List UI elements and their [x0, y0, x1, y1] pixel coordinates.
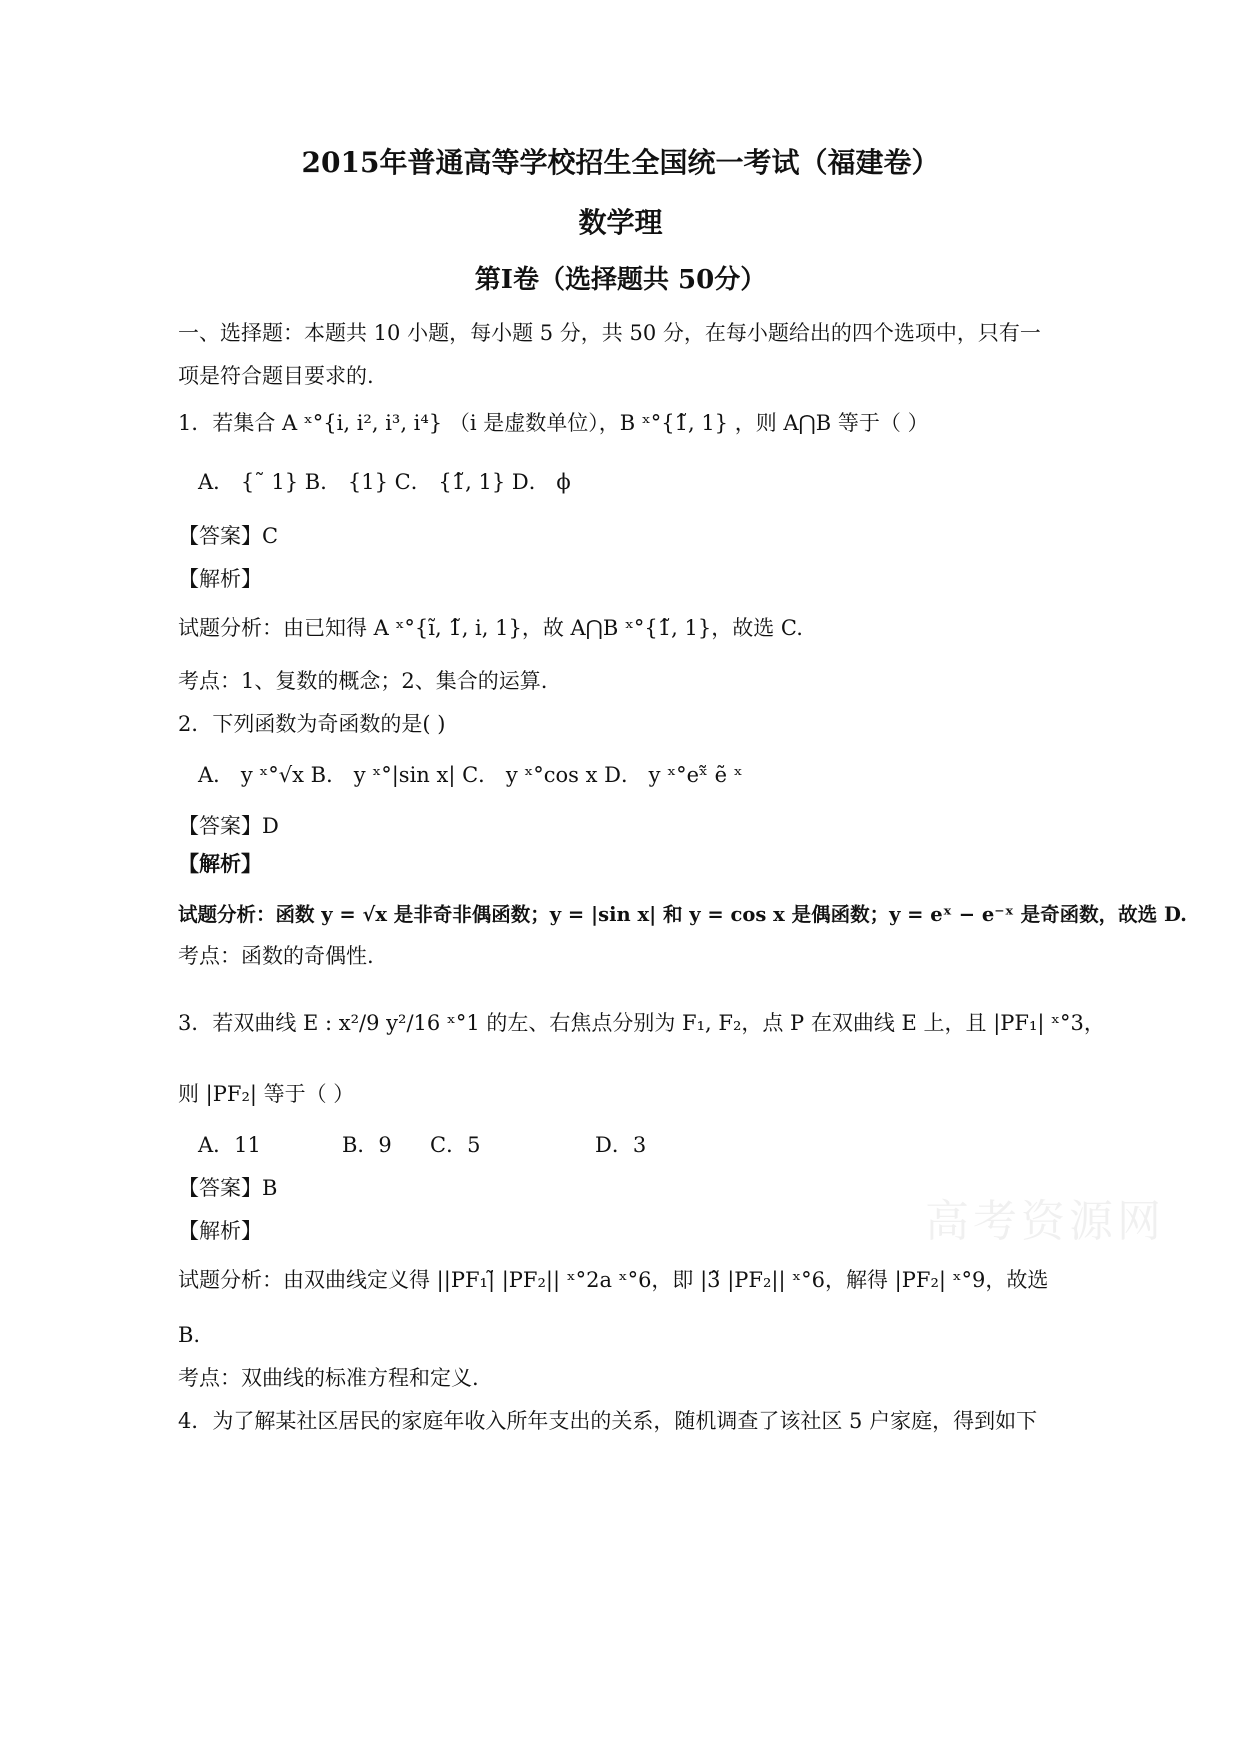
question-1-answer: 【答案】C — [178, 524, 279, 548]
question-3-analysis-2: B. — [178, 1323, 201, 1347]
exam-subject: 数学理 — [578, 206, 663, 239]
question-3-analysis: 试题分析：由双曲线定义得 ||PF₁|̃ |PF₂|| ˣ°2a ˣ°6，即 |3̃ |PF₂|| ˣ°6，解得 |PF₂| ˣ°9，故选 — [178, 1268, 1049, 1292]
question-3-analysis-label: 【解析】 — [178, 1219, 262, 1243]
question-3-option-b: B．9 — [342, 1133, 392, 1157]
watermark: 高考资源网 — [925, 1196, 1165, 1247]
question-2-stem: 2．下列函数为奇函数的是( ) — [178, 712, 446, 736]
question-3-option-c: C．5 — [430, 1133, 481, 1157]
question-1-options: A． {˜ 1} B． {1} C． {1̃, 1} D． ϕ — [198, 470, 571, 494]
question-3-answer: 【答案】B — [178, 1176, 278, 1200]
question-3-stem: 3．若双曲线 E : x²/9 y²/16 ˣ°1 的左、右焦点分别为 F₁, F₂，点 P 在双曲线 E 上，且 |PF₁| ˣ°3， — [178, 1011, 1105, 1035]
question-2-analysis-label: 【解析】 — [178, 851, 262, 876]
question-1-analysis-label: 【解析】 — [178, 567, 262, 591]
question-4-stem: 4．为了解某社区居民的家庭年收入所年支出的关系，随机调查了该社区 5 户家庭，得到如下 — [178, 1409, 1038, 1433]
question-2-options: A． y ˣ°√x B． y ˣ°|sin x| C． y ˣ°cos x D． y ˣ°eˣ̃ ẽ ˣ — [198, 763, 743, 787]
question-3-stem-2: 则 |PF₂| 等于（ ） — [178, 1082, 355, 1106]
instructions-line-2: 项是符合题目要求的. — [178, 364, 374, 388]
question-3-option-d: D．3 — [595, 1133, 647, 1157]
instructions-line-1: 一、选择题：本题共 10 小题，每小题 5 分，共 50 分，在每小题给出的四个选项中，只有一 — [178, 321, 1041, 345]
question-1-analysis: 试题分析：由已知得 A ˣ°{ĩ, 1̃, i, 1}，故 A⋂B ˣ°{1̃, 1}，故选 C. — [178, 616, 803, 640]
question-3-point: 考点：双曲线的标准方程和定义. — [178, 1366, 479, 1390]
question-2-analysis: 试题分析：函数 y = √x 是非奇非偶函数；y = |sin x| 和 y = cos x 是偶函数；y = eˣ − e⁻ˣ 是奇函数，故选 D. — [178, 903, 1187, 926]
question-2-answer: 【答案】D — [178, 814, 279, 838]
question-1-stem: 1．若集合 A ˣ°{i, i², i³, i⁴} （i 是虚数单位），B ˣ°{1̃, 1} ，则 A⋂B 等于（ ） — [178, 411, 929, 435]
section-heading: 第Ⅰ卷（选择题共 50分） — [474, 265, 767, 295]
question-1-point: 考点：1、复数的概念；2、集合的运算. — [178, 669, 548, 693]
exam-title: 2015年普通高等学校招生全国统一考试（福建卷） — [301, 146, 940, 179]
question-3-option-a: A．11 — [198, 1133, 261, 1157]
question-2-point: 考点：函数的奇偶性. — [178, 944, 374, 968]
